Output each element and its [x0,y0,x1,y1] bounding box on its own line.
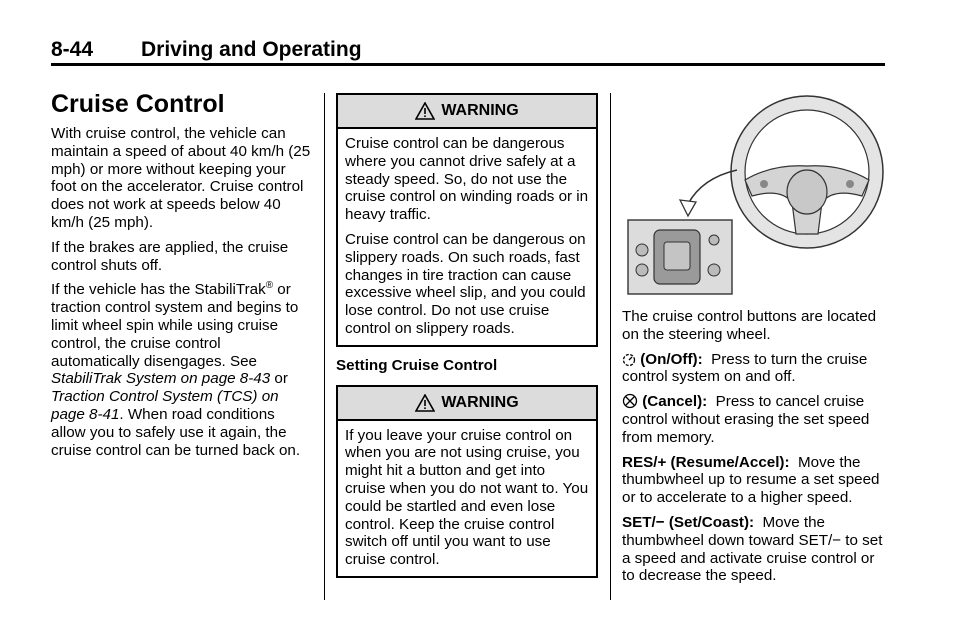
paragraph-cancel: (Cancel): Press to cancel cruise control without erasing the set speed from memory. [622,393,870,446]
subheading-setting-cruise: Setting Cruise Control [336,356,498,374]
warning1-paragraph-2: Cruise control can be dangerous on slippery roads. On such roads, fast changes in tire traction can cause excessive wheel slip, and you could lose control. Do not use cruise control on slippery roads. [345,230,586,337]
warning-header-1 [338,95,596,129]
header-rule [51,63,885,66]
column-divider-1 [324,93,325,600]
warning-box-2 [336,385,598,578]
page-header [51,38,885,65]
cross-ref-stabilitrak[interactable]: StabiliTrak System on page 8-43 [51,370,271,388]
cross-ref-tcs[interactable]: Traction Control System (TCS) on page 8-41 [51,388,279,423]
paragraph-on-off: (On/Off): Press to turn the cruise control system on and off. [622,350,868,386]
right-column [622,308,886,592]
paragraph-intro: With cruise control, the vehicle can maintain a speed of about 40 km/h (25 mph) or more without keeping your foot on the accelerator. Cruise control does not work at speeds below 40 km/h (25 mph). [51,125,311,231]
warning1-paragraph-1: Cruise control can be dangerous where you cannot drive safely at a steady speed. So, do not use the cruise control on winding roads or in heavy traffic. [345,135,589,224]
paragraph-buttons-location: The cruise control buttons are located on the steering wheel. [622,308,877,343]
middle-column [336,93,598,578]
column-divider-2 [610,93,611,600]
left-column [51,89,313,466]
warning-label-2: WARNING [441,393,519,411]
paragraph-stabilitrak: If the vehicle has the StabiliTrak® or traction control system and begins to limit wheel spin while using cruise control, the cruise control automatically disengages. See StabiliTrak System on page 8-43 or Traction Control System (TCS) on page 8-41. When road conditions allow you to safely use it again, the cruise control can be turned back on. [51,280,301,459]
registered-mark: ® [265,280,274,292]
paragraph-brakes: If the brakes are applied, the cruise control shuts off. [51,238,289,274]
warning-box-1 [336,93,598,347]
warning-triangle-icon [415,102,435,120]
paragraph-set: SET/− (Set/Coast): Move the thumbwheel down toward SET/− to set a speed and activate cruise control or to decrease the speed. [622,513,883,585]
section-title: Driving and Operating [141,38,362,61]
steering-wheel-illustration [622,92,884,300]
warning-triangle-icon [415,394,435,412]
page-title: Cruise Control [51,90,225,118]
cancel-icon [622,393,638,409]
warning-header-2 [338,387,596,421]
warning-label-1: WARNING [441,102,519,120]
page-number: 8-44 [51,38,94,61]
paragraph-resume: RES/+ (Resume/Accel): Move the thumbwheel up to resume a set speed or to accelerate to a higher speed. [622,453,880,507]
cruise-on-off-icon [622,353,636,367]
warning2-paragraph-1: If you leave your cruise control on when you are not using cruise, you might hit a button and get into cruise when you do not want to. You could be startled and even lose control. Keep the cruise control switch off until you want to use cruise control. [345,426,589,569]
